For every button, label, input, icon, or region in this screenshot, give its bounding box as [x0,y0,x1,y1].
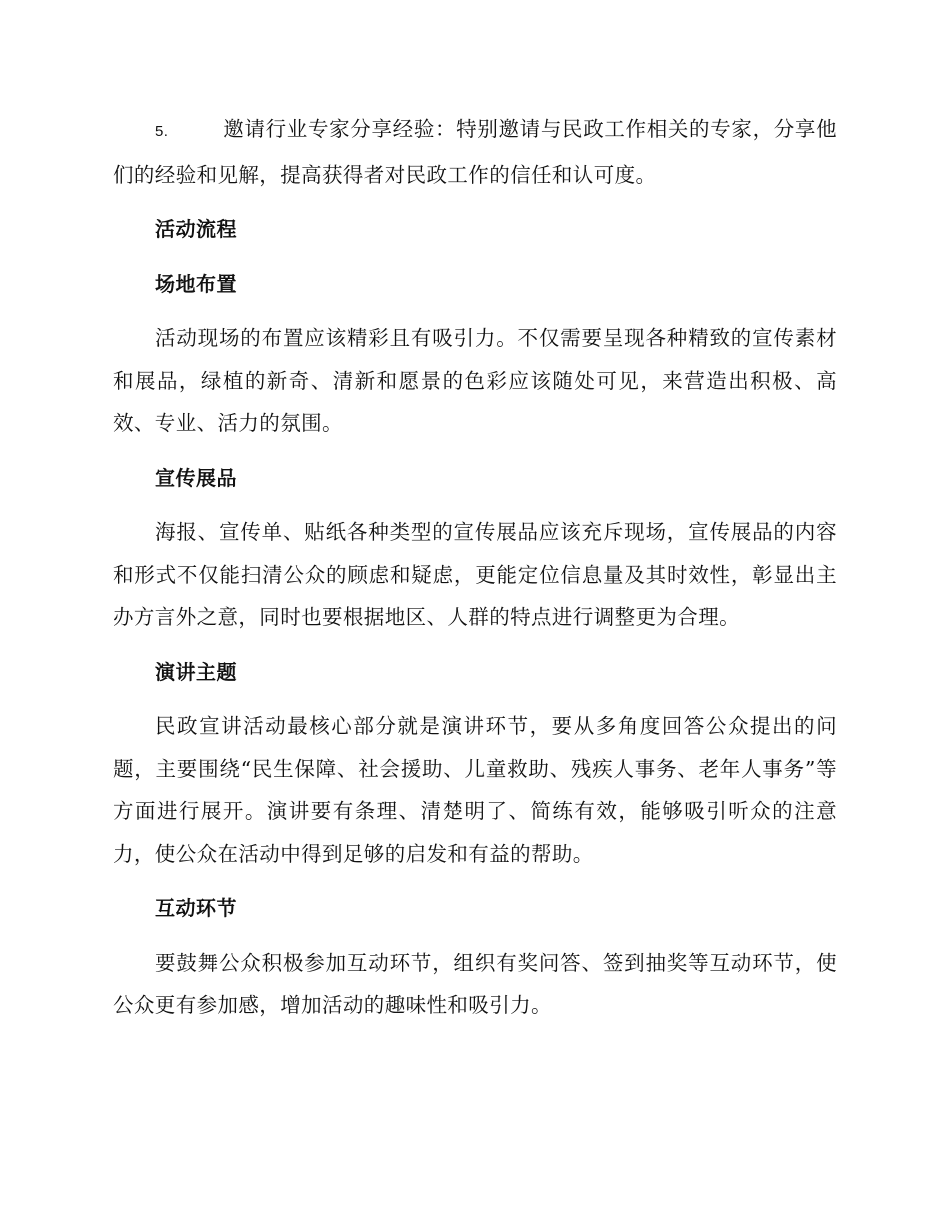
list-item-5 [113,108,837,196]
paragraph-interaction: 要鼓舞公众积极参加互动环节，组织有奖问答、签到抽奖等互动环节，使公众更有参加感，增加活动的趣味性和吸引力。 [113,950,837,1017]
heading-activity-process: 活动流程 [155,217,237,241]
heading-promo-exhibits: 宣传展品 [155,465,237,490]
list-item-number: 5. [155,123,169,140]
paragraph-promo-exhibits: 海报、宣传单、贴纸各种类型的宣传展品应该充斥现场，宣传展品的内容和形式不仅能扫清公众的顾虑和疑虑，更能定位信息量及其时效性，彰显出主办方言外之意，同时也要根据地区、人群的特点进行调整更为合理。 [113,520,837,629]
document-body [113,108,837,1039]
list-item-text: 邀请行业专家分享经验：特别邀请与民政工作相关的专家，分享他们的经验和见解，提高获得者对民政工作的信任和认可度。 [113,117,837,187]
heading-speech-topic: 演讲主题 [155,659,237,684]
heading-venue-setup: 场地布置 [155,271,237,296]
paragraph-venue-setup: 活动现场的布置应该精彩且有吸引力。不仅需要呈现各种精致的宣传素材和展品，绿植的新奇、清新和愿景的色彩应该随处可见，来营造出积极、高效、专业、活力的氛围。 [113,326,837,435]
heading-interaction: 互动环节 [155,896,237,920]
paragraph-speech-topic: 民政宣讲活动最核心部分就是演讲环节，要从多角度回答公众提出的问题，主要围绕“民生保障、社会援助、儿童救助、残疾人事务、老年人事务”等方面进行展开。演讲要有条理、清楚明了、简练有效，能够吸引听众的注意力，使公众在活动中得到足够的启发和有益的帮助。 [113,714,837,866]
